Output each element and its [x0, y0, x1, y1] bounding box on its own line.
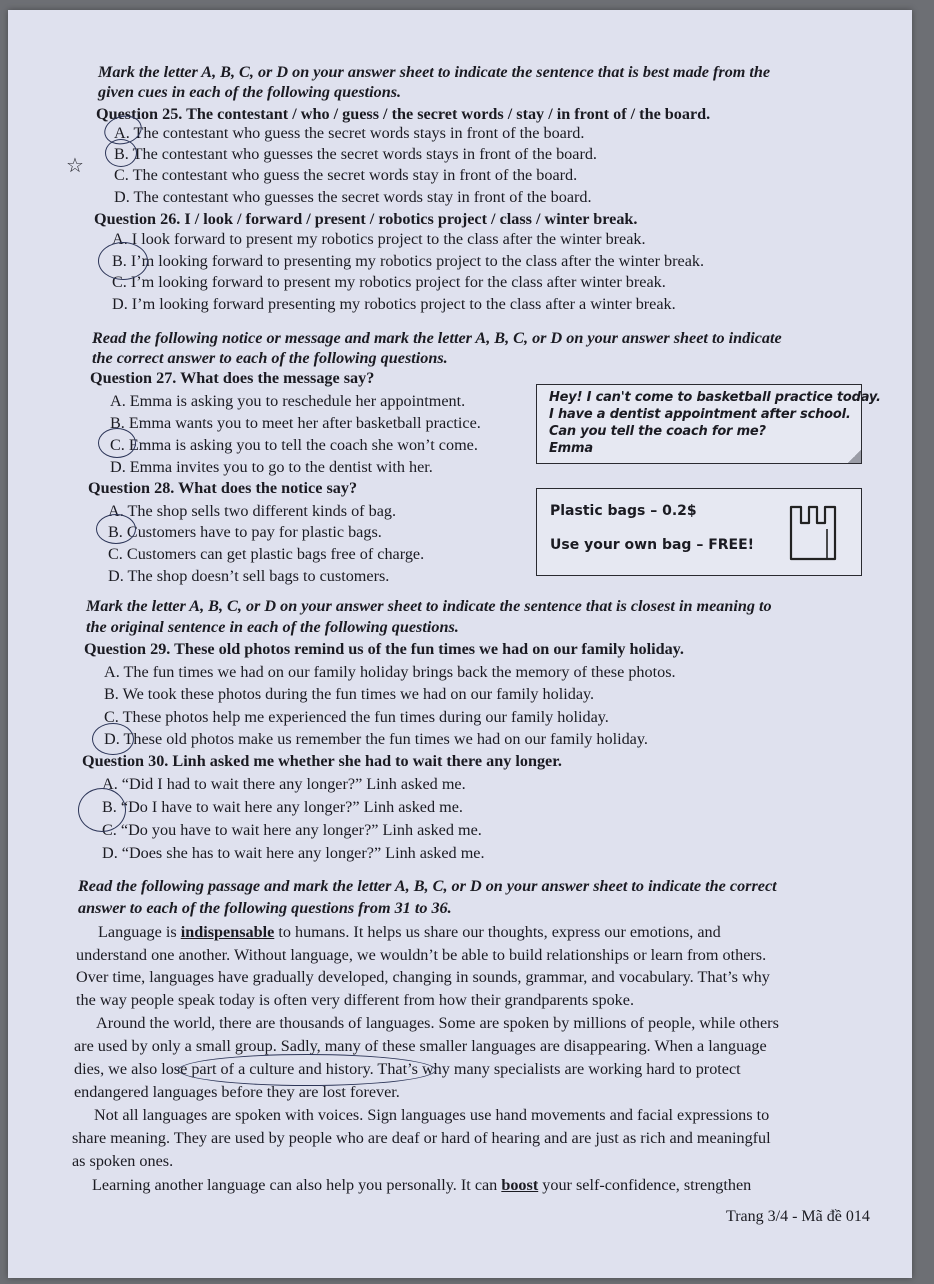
question-25-stem: Question 25. The contestant / who / guess / the secret words / stay / in front of / the board.: [96, 105, 711, 123]
message-line-3: Can you tell the coach for me?: [549, 424, 766, 439]
q25-option-a[interactable]: A. The contestant who guess the secret words stays in front of the board.: [114, 124, 585, 142]
question-28-stem: Question 28. What does the notice say?: [88, 479, 358, 497]
q29-option-c[interactable]: C. These photos help me experienced the fun times during our family holiday.: [104, 708, 609, 726]
q26-option-d[interactable]: D. I’m looking forward presenting my robotics project to the class after a winter break.: [112, 295, 676, 313]
passage-p3-line-1: Not all languages are spoken with voices. Sign languages use hand movements and facial expressions to: [94, 1106, 770, 1124]
question-27-stem: Question 27. What does the message say?: [90, 369, 375, 387]
message-line-1: Hey! I can't come to basketball practice today.: [549, 390, 881, 405]
q26-option-c[interactable]: C. I’m looking forward to present my robotics project for the class after winter break.: [112, 273, 666, 291]
passage-p1-line-4: the way people speak today is often very different from how their grandparents spoke.: [76, 991, 634, 1009]
q27-option-b[interactable]: B. Emma wants you to meet her after basketball practice.: [110, 414, 481, 432]
q30-option-b[interactable]: B. “Do I have to wait here any longer?” Linh asked me.: [102, 798, 463, 816]
passage-p2-line-3: dies, we also lose part of a culture and history. That’s why many specialists are working hard to protect: [74, 1060, 741, 1078]
q28-option-b[interactable]: B. Customers have to pay for plastic bags.: [108, 523, 382, 541]
q25-option-c[interactable]: C. The contestant who guess the secret words stay in front of the board.: [114, 166, 578, 184]
question-30-stem: Question 30. Linh asked me whether she had to wait there any longer.: [82, 752, 562, 770]
passage-p1-line-3: Over time, languages have gradually developed, changing in sounds, grammar, and vocabulary. That’s why: [76, 968, 770, 986]
q28-option-c[interactable]: C. Customers can get plastic bags free of charge.: [108, 545, 425, 563]
section2-instruction-cont: the correct answer to each of the following questions.: [92, 349, 448, 367]
section1-instruction-cont: given cues in each of the following questions.: [98, 83, 402, 101]
exam-page: [8, 10, 912, 1278]
section4-instruction: Read the following passage and mark the letter A, B, C, or D on your answer sheet to indicate the correct: [78, 877, 777, 895]
q30-option-c[interactable]: C. “Do you have to wait here any longer?” Linh asked me.: [102, 821, 482, 839]
question-29-stem: Question 29. These old photos remind us of the fun times we had on our family holiday.: [84, 640, 684, 658]
passage-p2-line-4: endangered languages before they are lost forever.: [74, 1083, 400, 1101]
q25-option-b[interactable]: B. The contestant who guesses the secret words stays in front of the board.: [114, 145, 597, 163]
shopping-bag-icon: [787, 501, 839, 563]
notice-line-plastic: Plastic bags – 0.2$: [550, 503, 697, 519]
passage-p1-line-1: Language is indispensable to humans. It helps us share our thoughts, express our emotions, and: [98, 923, 721, 941]
q28-option-a[interactable]: A. The shop sells two different kinds of bag.: [108, 502, 397, 520]
message-line-2: I have a dentist appointment after school.: [549, 407, 851, 422]
page-content: [8, 10, 912, 1278]
passage-p4-line-1: Learning another language can also help you personally. It can boost your self-confidence, strengthen: [92, 1176, 752, 1194]
page-fold-corner: [848, 450, 861, 463]
q25-option-d[interactable]: D. The contestant who guesses the secret words stay in front of the board.: [114, 188, 592, 206]
q26-option-a[interactable]: A. I look forward to present my robotics project to the class after the winter break.: [112, 230, 646, 248]
section3-instruction-cont: the original sentence in each of the following questions.: [86, 618, 459, 636]
passage-p2-line-1: Around the world, there are thousands of languages. Some are spoken by millions of people, while others: [96, 1014, 779, 1032]
q26-option-b[interactable]: B. I’m looking forward to presenting my robotics project to the class after the winter break.: [112, 252, 705, 270]
q27-option-d[interactable]: D. Emma invites you to go to the dentist with her.: [110, 458, 433, 476]
shop-notice: [536, 488, 862, 576]
message-signature: Emma: [549, 441, 593, 456]
underlined-word-indispensable: indispensable: [180, 923, 275, 941]
notice-line-own-bag: Use your own bag – FREE!: [550, 537, 755, 553]
section2-instruction: Read the following notice or message and mark the letter A, B, C, or D on your answer sheet to indicate: [92, 329, 782, 347]
q29-option-a[interactable]: A. The fun times we had on our family holiday brings back the memory of these photos.: [104, 663, 676, 681]
section3-instruction: Mark the letter A, B, C, or D on your answer sheet to indicate the sentence that is closest in meaning to: [86, 597, 772, 615]
q30-option-d[interactable]: D. “Does she has to wait here any longer?” Linh asked me.: [102, 844, 485, 862]
section1-instruction: Mark the letter A, B, C, or D on your answer sheet to indicate the sentence that is best made from the: [98, 63, 771, 81]
underlined-word-boost: boost: [501, 1176, 539, 1194]
q29-option-d[interactable]: D. These old photos make us remember the fun times we had on our family holiday.: [104, 730, 648, 748]
question-26-stem: Question 26. I / look / forward / present / robotics project / class / winter break.: [94, 210, 638, 228]
q30-option-a[interactable]: A. “Did I had to wait there any longer?” Linh asked me.: [102, 775, 466, 793]
passage-p1-line-2: understand one another. Without language, we wouldn’t be able to build relationships or learn from others.: [76, 946, 767, 964]
q27-option-c[interactable]: C. Emma is asking you to tell the coach she won’t come.: [110, 436, 478, 454]
section4-instruction-cont: answer to each of the following questions from 31 to 36.: [78, 899, 452, 917]
page-footer: Trang 3/4 - Mã đề 014: [726, 1208, 870, 1225]
star-mark-icon: ☆: [66, 155, 84, 177]
passage-p3-line-2: share meaning. They are used by people who are deaf or hard of hearing and are just as rich and meaningful: [72, 1129, 771, 1147]
q29-option-b[interactable]: B. We took these photos during the fun times we had on our family holiday.: [104, 685, 595, 703]
passage-p2-line-2: are used by only a small group. Sadly, many of these smaller languages are disappearing. When a language: [74, 1037, 767, 1055]
message-note: [536, 384, 881, 464]
q28-option-d[interactable]: D. The shop doesn’t sell bags to customers.: [108, 567, 390, 585]
q27-option-a[interactable]: A. Emma is asking you to reschedule her appointment.: [110, 392, 466, 410]
passage-p3-line-3: as spoken ones.: [72, 1152, 174, 1170]
